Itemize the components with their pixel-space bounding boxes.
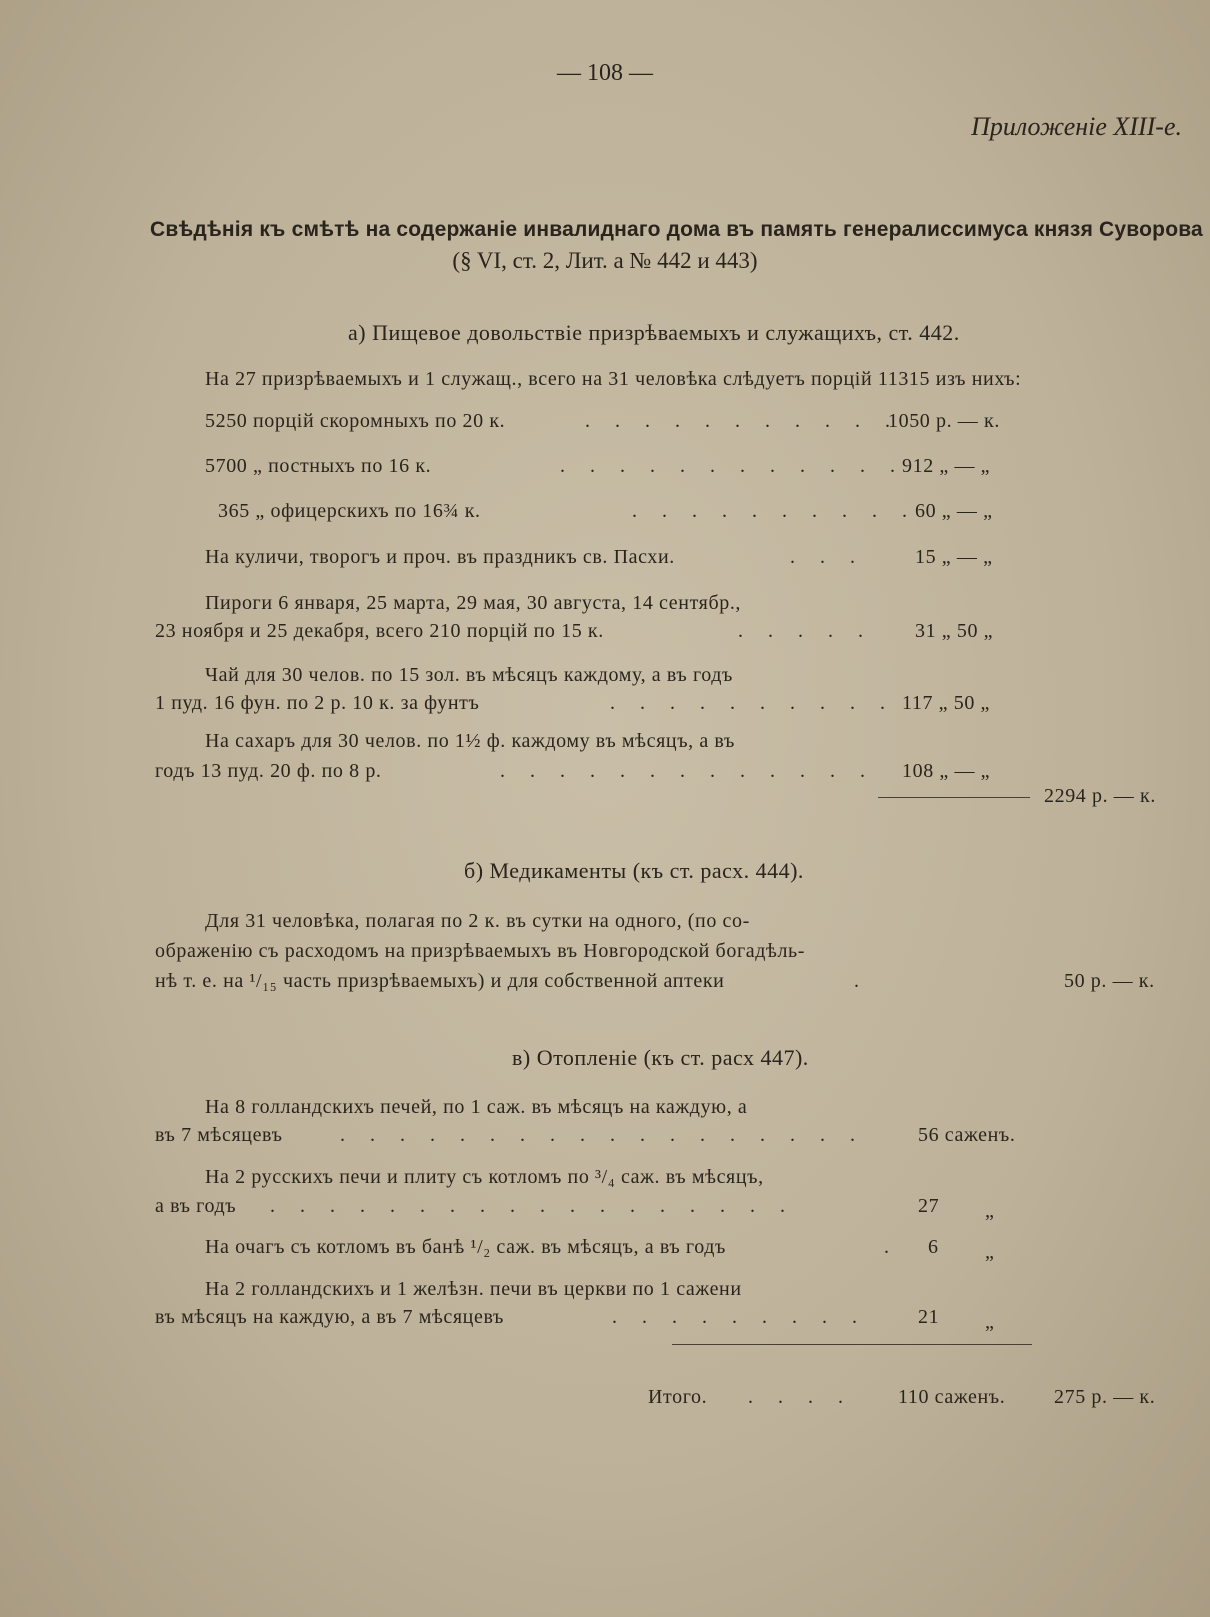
heating-r1-line-2: въ 7 мѣсяцевъ — [155, 1124, 283, 1146]
row-dots: . . . . . . . . . . . — [585, 410, 900, 432]
heating-r3-dot: . — [884, 1236, 890, 1258]
sugar-line-2: годъ 13 пуд. 20 ф. по 8 р. — [155, 760, 382, 782]
heating-r4-dots: . . . . . . . . . — [612, 1306, 867, 1328]
row-amount: 912 „ — „ — [902, 455, 991, 477]
heating-r1-amount: 56 саженъ. — [918, 1124, 1016, 1146]
pirogi-dots: . . . . . — [738, 620, 873, 642]
total-rule — [672, 1344, 1032, 1345]
section-b-dot: . — [854, 970, 860, 992]
row-amount: 15 „ — „ — [915, 546, 993, 568]
sugar-amount: 108 „ — „ — [902, 760, 991, 782]
total-money: 275 р. — к. — [1054, 1386, 1156, 1408]
total-amount: 110 саженъ. — [898, 1386, 1006, 1408]
section-b-line-1: Для 31 человѣка, полагая по 2 к. въ сутки на одного, (по со- — [205, 910, 750, 932]
heating-r4-line-1: На 2 голландскихъ и 1 желѣзн. печи въ церкви по 1 сажени — [205, 1278, 742, 1300]
row-dots: . . . . . . . . . . — [632, 500, 917, 522]
sugar-dots: . . . . . . . . . . . . . — [500, 760, 875, 782]
heating-r4-amount: 21 — [918, 1306, 940, 1328]
section-b-heading: б) Медикаменты (къ ст. расх. 444). — [464, 858, 804, 883]
heating-r2-line-2: а въ годъ — [155, 1195, 237, 1217]
row-dots: . . . . . . . . . . . . — [560, 455, 905, 477]
heating-r2-unit: „ — [985, 1200, 995, 1222]
sum-rule — [878, 797, 1030, 798]
section-c-heading: в) Отопленіе (къ ст. расх 447). — [512, 1045, 809, 1070]
row-text: 5700 „ постныхъ по 16 к. — [205, 455, 432, 477]
tea-line-1: Чай для 30 челов. по 15 зол. въ мѣсяцъ каждому, а въ годъ — [205, 664, 733, 686]
pirogi-line-2: 23 ноября и 25 декабря, всего 210 порцій по 15 к. — [155, 620, 604, 642]
page-number: — 108 — — [557, 60, 653, 86]
row-amount: 1050 р. — к. — [888, 410, 1000, 432]
total-dots: . . . . — [748, 1386, 853, 1408]
tea-dots: . . . . . . . . . . — [610, 692, 895, 714]
heating-r2-dots: . . . . . . . . . . . . . . . . . . — [270, 1195, 795, 1217]
document-subtitle: (§ VI, ст. 2, Лит. а № 442 и 443) — [452, 248, 758, 273]
heating-r1-line-1: На 8 голландскихъ печей, по 1 саж. въ мѣсяцъ на каждую, а — [205, 1096, 748, 1118]
section-b-line-3: нѣ т. е. на ¹/₁₅ часть призрѣваемыхъ) и для собственной аптеки — [155, 970, 725, 992]
section-a-heading: а) Пищевое довольствіе призрѣваемыхъ и служащихъ, ст. 442. — [348, 320, 960, 345]
total-label: Итого. — [648, 1386, 708, 1408]
section-b-line-2: ображенію съ расходомъ на призрѣваемыхъ въ Новгородской богадѣль- — [155, 940, 806, 962]
pirogi-amount: 31 „ 50 „ — [915, 620, 994, 642]
section-a-total: 2294 р. — к. — [1044, 785, 1156, 807]
row-text: На куличи, творогъ и проч. въ праздникъ св. Пасхи. — [205, 546, 675, 568]
row-text: 365 „ офицерскихъ по 16¾ к. — [218, 500, 481, 522]
sugar-line-1: На сахаръ для 30 челов. по 1½ ф. каждому въ мѣсяцъ, а въ — [205, 730, 735, 752]
tea-amount: 117 „ 50 „ — [902, 692, 991, 714]
appendix-label: Приложеніе XIII-е. — [971, 112, 1182, 141]
row-dots: . . . — [790, 546, 865, 568]
heating-r1-dots: . . . . . . . . . . . . . . . . . . — [340, 1124, 865, 1146]
section-b-amount: 50 р. — к. — [1064, 970, 1155, 992]
heating-r2-line-1: На 2 русскихъ печи и плиту съ котломъ по ³/₄ саж. въ мѣсяцъ, — [205, 1166, 764, 1188]
section-a-intro: На 27 призрѣваемыхъ и 1 служащ., всего на 31 человѣка слѣдуетъ порцій 11315 изъ нихъ: — [205, 368, 1022, 390]
heating-r4-unit: „ — [985, 1311, 995, 1333]
heating-r4-line-2: въ мѣсяцъ на каждую, а въ 7 мѣсяцевъ — [155, 1306, 504, 1328]
row-amount: 60 „ — „ — [915, 500, 993, 522]
heating-r2-amount: 27 — [918, 1195, 940, 1217]
document-title: Свѣдѣнія къ смѣтѣ на содержаніе инвалиднаго дома въ память генералиссимуса князя Суворова — [150, 218, 1203, 241]
heating-r3-amount: 6 — [928, 1236, 939, 1258]
heating-r3-line: На очагъ съ котломъ въ банѣ ¹/₂ саж. въ мѣсяцъ, а въ годъ — [205, 1236, 726, 1258]
pirogi-line-1: Пироги 6 января, 25 марта, 29 мая, 30 августа, 14 сентябр., — [205, 592, 742, 614]
heating-r3-unit: „ — [985, 1241, 995, 1263]
row-text: 5250 порцій скоромныхъ по 20 к. — [205, 410, 506, 432]
tea-line-2: 1 пуд. 16 фун. по 2 р. 10 к. за фунтъ — [155, 692, 480, 714]
